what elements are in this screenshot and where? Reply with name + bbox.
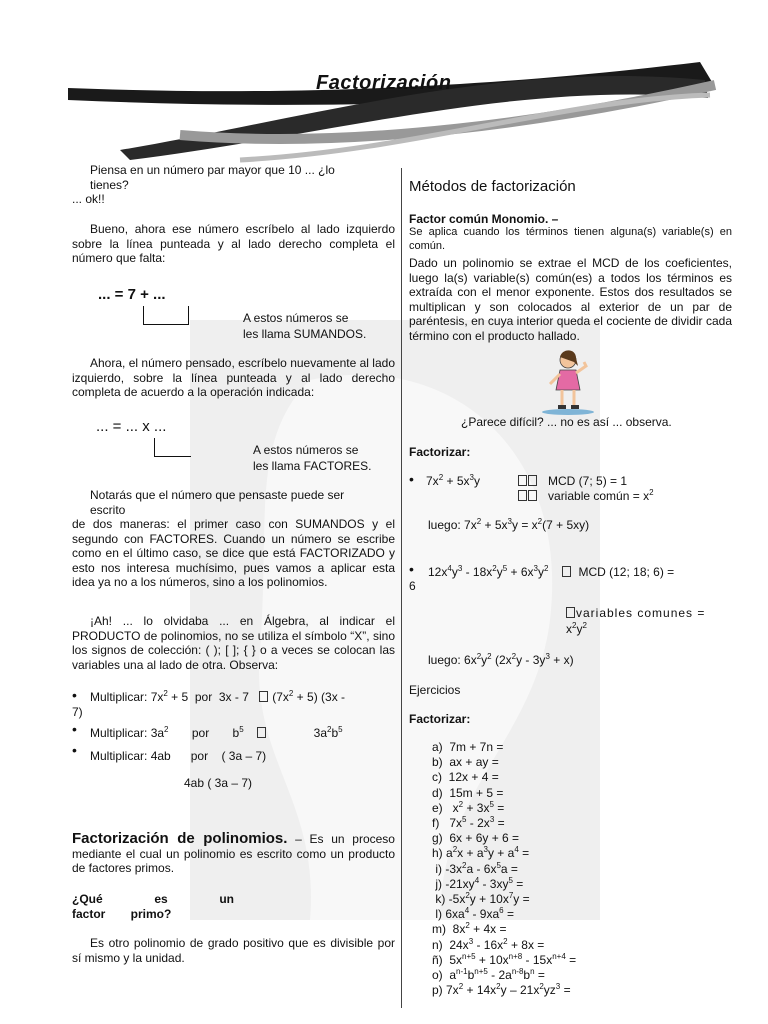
paragraph-write-number: Bueno, ahora ese número escríbelo al lado izquierdo sobre la línea punteada y al lado derecho completa el número que falta: [72, 222, 395, 265]
example-2-variables: variables comunes = [566, 606, 705, 620]
heading-factorizar-1: Factorizar: [409, 445, 471, 459]
parece-dificil-text: ¿Parece difícil? ... no es así ... observa. [461, 415, 672, 429]
definition-factorizacion: Factorización de polinomios. – Es un proceso mediante el cual un polinomio es escrito como un producto de factores primos. [72, 830, 395, 875]
list-item: k) $-5x^2y + 10x^7y$ = [432, 891, 530, 907]
heading-metodos: Métodos de factorización [409, 178, 576, 195]
exercise-list [432, 740, 576, 998]
bullet: • [409, 561, 414, 577]
heading-factorizar-2: Factorizar: [409, 712, 471, 726]
arrow-symbol-icon [528, 475, 537, 486]
definition-factor-comun: Se aplica cuando los términos tienen alguna(s) variable(s) en común. [409, 226, 732, 252]
page-title: Factorización [316, 72, 452, 94]
list-item: n) $24x^3 - 16x^2 + 8x$ = [432, 936, 545, 952]
arrow-symbol-icon [518, 490, 527, 501]
multiply-example-1-cont: 7) [72, 705, 83, 719]
arrow-symbol-icon [566, 607, 575, 618]
arrow-symbol-icon [528, 490, 537, 501]
example-1-result: luego: $7x^2 + 5x^3y = x^2(7 + 5xy)$ [428, 517, 590, 532]
list-item: f) $7x^5 - 2x^3$ = [432, 815, 505, 831]
list-item: d) 15m + 5 = [432, 785, 504, 800]
bullet: • [72, 721, 77, 737]
paragraph-ah-olvidaba: ¡Ah! ... lo olvidaba ... en Álgebra, al indicar el PRODUCTO de polinomios, no se utiliza el símbolo “X”, sino los signos de colección: ( ); [ ]; { } o a veces se colocan las variables una al lado de otra. Observa: [72, 614, 395, 672]
multiply-result-3: 4ab ( 3a – 7) [184, 776, 253, 790]
heading-ejercicios: Ejercicios [409, 683, 461, 697]
column-divider [401, 168, 402, 1008]
list-item: j) $-21xy^4 - 3xy^5$ = [432, 875, 524, 891]
example-1-expression: $7x^2 + 5x^3y$ [426, 473, 480, 488]
paragraph-two-ways: de dos maneras: el primer caso con SUMANDOS y el segundo con FACTORES. Cuando un número se escribe como en el último caso, se dice que está FACTORIZADO y esto nos interesa muchísimo, pues vamos a aplicar esta idea ya no a los números, sino a los polinomios. [72, 517, 395, 589]
list-item: a) 7m + 7n = [432, 740, 504, 754]
intro-question: Piensa en un número par mayor que 10 ... ¿lo tienes? [90, 163, 335, 192]
multiply-example-3: Multiplicar: 4ab por ( 3a – 7) [90, 749, 267, 763]
list-item: p) $7x^2 + 14x^2y - 21x^2yz^3$ = [432, 982, 571, 998]
arrow-symbol-icon [257, 727, 266, 738]
arrow-symbol-icon [259, 691, 268, 702]
list-item: i) $-3x^2a - 6x^5a$ = [432, 860, 518, 876]
example-2-variables-value: $x^2y^2$ [566, 621, 587, 636]
list-item: m) $8x^2 + 4x$ = [432, 921, 507, 937]
example-1-mcd: MCD (7; 5) = 1 [518, 474, 627, 488]
example-2-result: luego: $6x^2y^2$ $(2x^2y - 3y^3 + x)$ [428, 652, 574, 667]
multiply-example-2: Multiplicar: $3a^2$ por $b^5$ $3a^2b^5$ [90, 725, 343, 740]
example-2-mcd-value: 6 [409, 579, 416, 593]
list-item: g) 6x + 6y + 6 = [432, 831, 520, 846]
question-factor-primo: ¿Qué es un factor primo? [72, 892, 234, 921]
answer-factor-primo: Es otro polinomio de grado positivo que es divisible por sí mismo y la unidad. [72, 936, 395, 965]
bullet: • [72, 687, 77, 703]
equation-sumandos: ... = 7 + ... [98, 286, 166, 303]
paragraph-notaras: Notarás que el número que pensaste puede ser escrito [90, 488, 345, 517]
list-item: ñ) $5x^{n+5} + 10x^{n+8} - 15x^{n+4}$ = [432, 951, 577, 967]
intro-ok: ... ok!! [72, 192, 105, 206]
list-item: h) $a^2x + a^3y + a^4$ = [432, 845, 530, 861]
list-item: e) $x^2 + 3x^5$ = [432, 799, 505, 815]
paragraph-write-again: Ahora, el número pensado, escríbelo nuevamente al lado izquierdo, sobre la línea punteada y al lado derecho completa de acuerdo a la operación indicada: [72, 356, 395, 399]
arrow-symbol-icon [518, 475, 527, 486]
list-item: c) 12x + 4 = [432, 770, 499, 785]
multiply-example-1: Multiplicar: $7x^2 + 5$ por 3x - 7 $(7x^2 + 5)$ (3x - [90, 689, 346, 704]
heading-factor-comun: Factor común Monomio. – [409, 212, 559, 226]
example-2-expression: $12x^4y^3 - 18x^2y^5 + 6x^3y^2$ MCD (12; 18; 6) = [428, 564, 675, 579]
bullet: • [409, 471, 414, 487]
example-1-variable: variable común = $x^2$ [518, 489, 654, 503]
section-title-factorizacion: Factorización de polinomios. [72, 830, 288, 847]
bullet: • [72, 742, 77, 758]
arrow-symbol-icon [562, 566, 571, 577]
sumandos-bracket [143, 306, 189, 325]
paragraph-factor-comun: Dado un polinomio se extrae el MCD de los coeficientes, luego la(s) variable(s) común(es) a todos los términos es extraída con el menor exponente. Estos dos resultados se multiplican y son colocados al exterior de un par de paréntesis, en cuya interior queda el cociente de dividir cada término con el producto hallado. [409, 256, 732, 343]
factores-bracket [154, 438, 191, 457]
equation-factores: ... = ... x ... [96, 418, 167, 435]
girl-thinking-illustration [538, 348, 598, 416]
list-item: o) $a^{n-1}b^{n+5} - 2a^{n-8}b^n$ = [432, 967, 545, 983]
note-sumandos: A estos números se les llama SUMANDOS. [243, 311, 367, 341]
list-item: l) $6xa^4 - 9xa^6$ = [432, 906, 514, 922]
list-item: b) ax + ay = [432, 755, 499, 770]
note-factores: A estos números se les llama FACTORES. [253, 443, 372, 473]
